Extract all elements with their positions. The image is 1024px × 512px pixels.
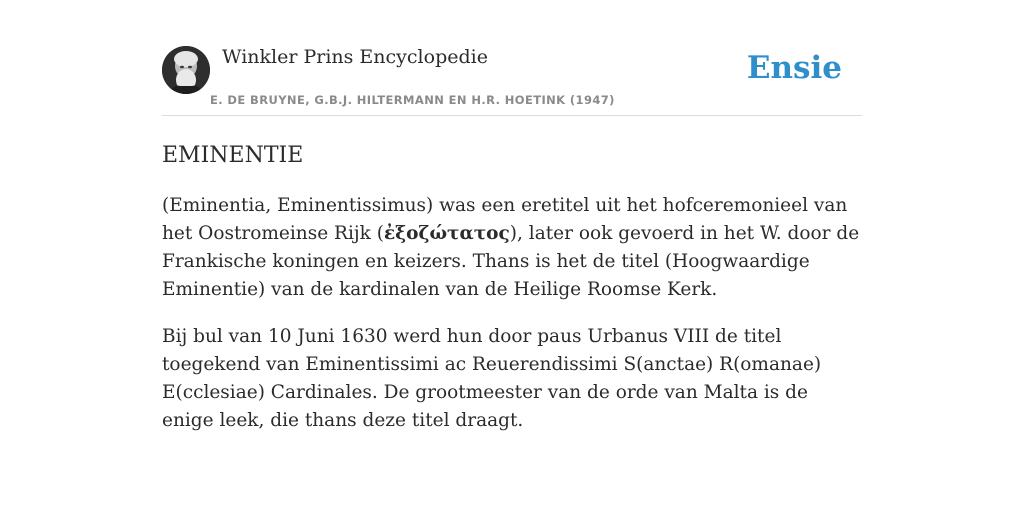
- paragraph-1-text-a: (Eminentia, Eminentissimus) was een eretitel uit het hofceremonieel van het Oostromeinse Rijk (: [162, 195, 848, 244]
- paragraph-1-text-b: ), later ook gevoerd in het W. door de Frankische koningen en keizers. Thans is het de titel (Hoogwaardige Eminentie) van de kardinalen van de Heilige Roomse Kerk.: [162, 223, 860, 300]
- portrait-icon: [162, 46, 210, 94]
- author-avatar[interactable]: [162, 46, 210, 94]
- paragraph-1: [162, 192, 862, 304]
- entry-title: EMINENTIE: [162, 143, 304, 168]
- site-header: [162, 40, 862, 116]
- paragraph-2: Bij bul van 10 Juni 1630 werd hun door paus Urbanus VIII de titel toegekend van Eminentissimi ac Reuerendissimi S(anctae) R(omanae) E(cclesiae) Cardinales. De grootmeester van de orde van Malta is de enige leek, die thans deze titel draagt.: [162, 326, 822, 431]
- ensie-logo[interactable]: Ensie: [746, 50, 842, 86]
- page: [162, 40, 862, 435]
- greek-term: ἐξοζώτατος: [383, 223, 510, 244]
- authors-line: E. DE BRUYNE, G.B.J. HILTERMANN EN H.R. HOETINK (1947): [210, 93, 615, 107]
- site-title[interactable]: Winkler Prins Encyclopedie: [222, 46, 488, 68]
